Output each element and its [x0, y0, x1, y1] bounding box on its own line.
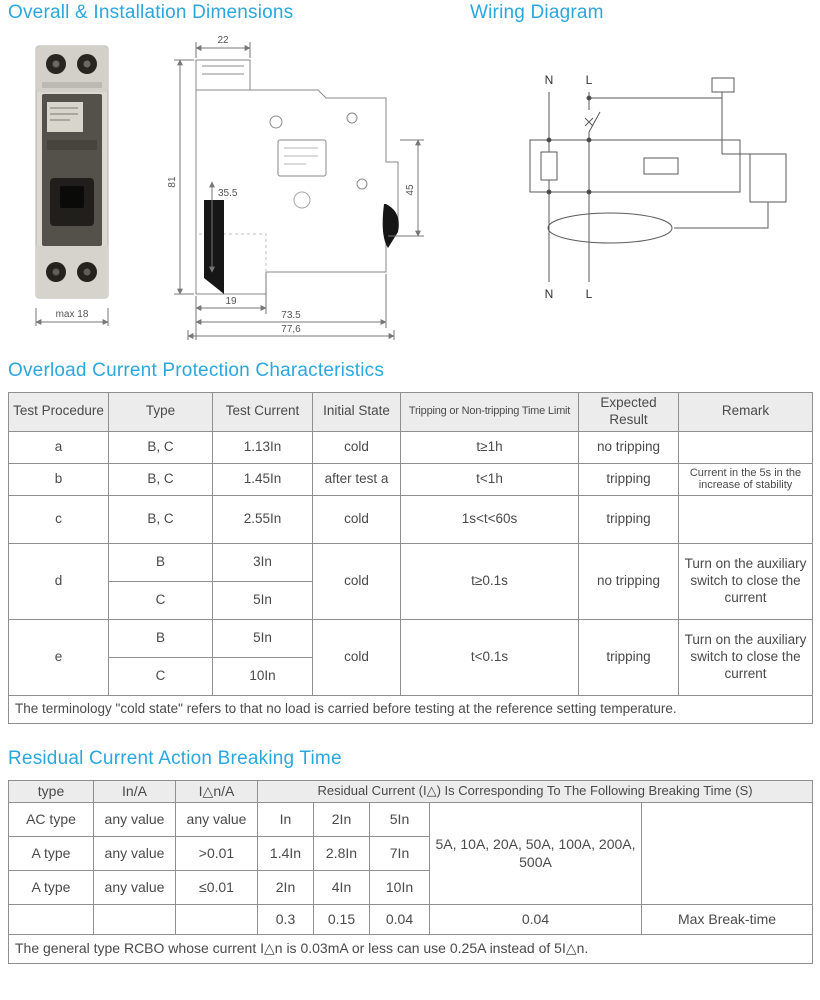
- table-cell: In: [258, 803, 314, 837]
- table-cell: tripping: [579, 495, 679, 543]
- table-row: [9, 431, 813, 463]
- table-cell: 2.55In: [213, 495, 313, 543]
- table-cell: t<1h: [401, 463, 579, 495]
- table-cell: 2.8In: [314, 837, 370, 871]
- rated-current-list-cell: 5A, 10A, 20A, 50A, 100A, 200A, 500A: [430, 803, 642, 905]
- table-row: [9, 905, 813, 935]
- table-cell: [9, 905, 94, 935]
- table-cell: no tripping: [579, 431, 679, 463]
- table-cell: t<0.1s: [401, 619, 579, 695]
- wiring-n-top-label: N: [544, 73, 554, 87]
- table-cell: [642, 803, 813, 905]
- column-header: Remark: [679, 393, 813, 432]
- table-cell: tripping: [579, 619, 679, 695]
- column-header: Type: [109, 393, 213, 432]
- table-cell: any value: [94, 803, 176, 837]
- table-cell: [94, 905, 176, 935]
- table-cell: 1s<t<60s: [401, 495, 579, 543]
- table-cell: 4In: [314, 871, 370, 905]
- dim-height-mid: 35.5: [218, 188, 238, 199]
- table-cell: 10In: [213, 657, 313, 695]
- table-cell: cold: [313, 619, 401, 695]
- table-cell: e: [9, 619, 109, 695]
- table-cell: AC type: [9, 803, 94, 837]
- column-header: Expected Result: [579, 393, 679, 432]
- breaker-body: [36, 46, 108, 298]
- table-cell: 0.15: [314, 905, 370, 935]
- table-cell: 5In: [213, 619, 313, 657]
- table-cell: Max Break-time: [642, 905, 813, 935]
- wiring-l-top-label: L: [585, 73, 593, 87]
- din-clip: [204, 200, 399, 294]
- column-header: Test Current: [213, 393, 313, 432]
- table-row: [9, 463, 813, 495]
- table-cell: 7In: [370, 837, 430, 871]
- column-header: In/A: [94, 780, 176, 803]
- dim-height-right: 45: [405, 184, 416, 196]
- table-cell: 5In: [213, 581, 313, 619]
- table-cell: Turn on the auxiliary switch to close the current: [679, 619, 813, 695]
- table-cell: 2In: [314, 803, 370, 837]
- column-header: Test Procedure: [9, 393, 109, 432]
- table-cell: any value: [94, 871, 176, 905]
- table-cell: b: [9, 463, 109, 495]
- wiring-diagram: [494, 70, 806, 304]
- table-cell: c: [9, 495, 109, 543]
- table-cell: B: [109, 619, 213, 657]
- table-cell: t≥0.1s: [401, 543, 579, 619]
- table-row: [9, 543, 813, 581]
- table-cell: 0.3: [258, 905, 314, 935]
- table-cell: after test a: [313, 463, 401, 495]
- table-cell: 3In: [213, 543, 313, 581]
- table-cell: 2In: [258, 871, 314, 905]
- dim-depth-outer: 77,6: [281, 324, 301, 335]
- table-cell: B: [109, 543, 213, 581]
- table-cell: t≥1h: [401, 431, 579, 463]
- column-header: Initial State: [313, 393, 401, 432]
- overload-footnote: The terminology "cold state" refers to that no load is carried before testing at the reference setting temperature.: [9, 695, 813, 723]
- table-row: [9, 619, 813, 657]
- table-cell: B, C: [109, 431, 213, 463]
- overload-table: [8, 392, 813, 724]
- table-cell: 0.04: [370, 905, 430, 935]
- table-cell: a: [9, 431, 109, 463]
- max-width-label: max 18: [55, 309, 89, 320]
- table-cell: no tripping: [579, 543, 679, 619]
- wiring-l-bottom-label: L: [585, 287, 593, 301]
- table-cell: cold: [313, 431, 401, 463]
- dim-width-top: 22: [217, 35, 229, 46]
- table-cell: Turn on the auxiliary switch to close the current: [679, 543, 813, 619]
- breaker-photo: [20, 40, 128, 336]
- table-cell: d: [9, 543, 109, 619]
- table-cell: any value: [176, 803, 258, 837]
- column-header: Residual Current (I△) Is Corresponding To The Following Breaking Time (S): [258, 780, 813, 803]
- table-cell: C: [109, 657, 213, 695]
- table-cell: 5In: [370, 803, 430, 837]
- column-header: Tripping or Non-tripping Time Limit: [401, 393, 579, 432]
- table-cell: C: [109, 581, 213, 619]
- table-cell: cold: [313, 495, 401, 543]
- column-header: type: [9, 780, 94, 803]
- residual-header-row: [9, 780, 813, 803]
- overload-header-row: [9, 393, 813, 432]
- wiring-circuit: [530, 78, 786, 282]
- table-cell: 1.45In: [213, 463, 313, 495]
- table-cell: 0.04: [430, 905, 642, 935]
- table-cell: Current in the 5s in the increase of stability: [679, 463, 813, 495]
- table-cell: A type: [9, 871, 94, 905]
- table-cell: [176, 905, 258, 935]
- dim-height-total: 81: [167, 176, 178, 188]
- table-cell: A type: [9, 837, 94, 871]
- section-title-dimensions: Overall & Installation Dimensions: [8, 2, 294, 23]
- section-title-wiring: Wiring Diagram: [470, 2, 604, 23]
- dimension-lines: [174, 42, 424, 340]
- dim-clip-width: 19: [225, 296, 237, 307]
- table-cell: [679, 431, 813, 463]
- table-cell: 1.4In: [258, 837, 314, 871]
- residual-footnote: The general type RCBO whose current I△n is 0.03mA or less can use 0.25A instead of 5I△n.: [9, 935, 813, 964]
- table-footnote-row: [9, 695, 813, 723]
- table-cell: ≤0.01: [176, 871, 258, 905]
- table-row: [9, 803, 813, 837]
- figures-row: [8, 28, 812, 350]
- residual-table: [8, 780, 813, 964]
- table-cell: 1.13In: [213, 431, 313, 463]
- table-cell: >0.01: [176, 837, 258, 871]
- section-title-residual: Residual Current Action Breaking Time: [8, 747, 342, 769]
- table-cell: [679, 495, 813, 543]
- wiring-n-bottom-label: N: [544, 287, 554, 301]
- section-title-overload: Overload Current Protection Characteristics: [8, 360, 385, 381]
- table-cell: tripping: [579, 463, 679, 495]
- table-footnote-row: [9, 935, 813, 964]
- table-cell: B, C: [109, 463, 213, 495]
- table-cell: B, C: [109, 495, 213, 543]
- table-row: [9, 495, 813, 543]
- table-cell: any value: [94, 837, 176, 871]
- breaker-profile-outline: [196, 60, 398, 294]
- dim-depth-inner: 73.5: [281, 310, 301, 321]
- table-cell: 10In: [370, 871, 430, 905]
- top-headings: [8, 2, 812, 28]
- table-cell: cold: [313, 543, 401, 619]
- dimension-drawing: [156, 32, 452, 348]
- column-header: I△n/A: [176, 780, 258, 803]
